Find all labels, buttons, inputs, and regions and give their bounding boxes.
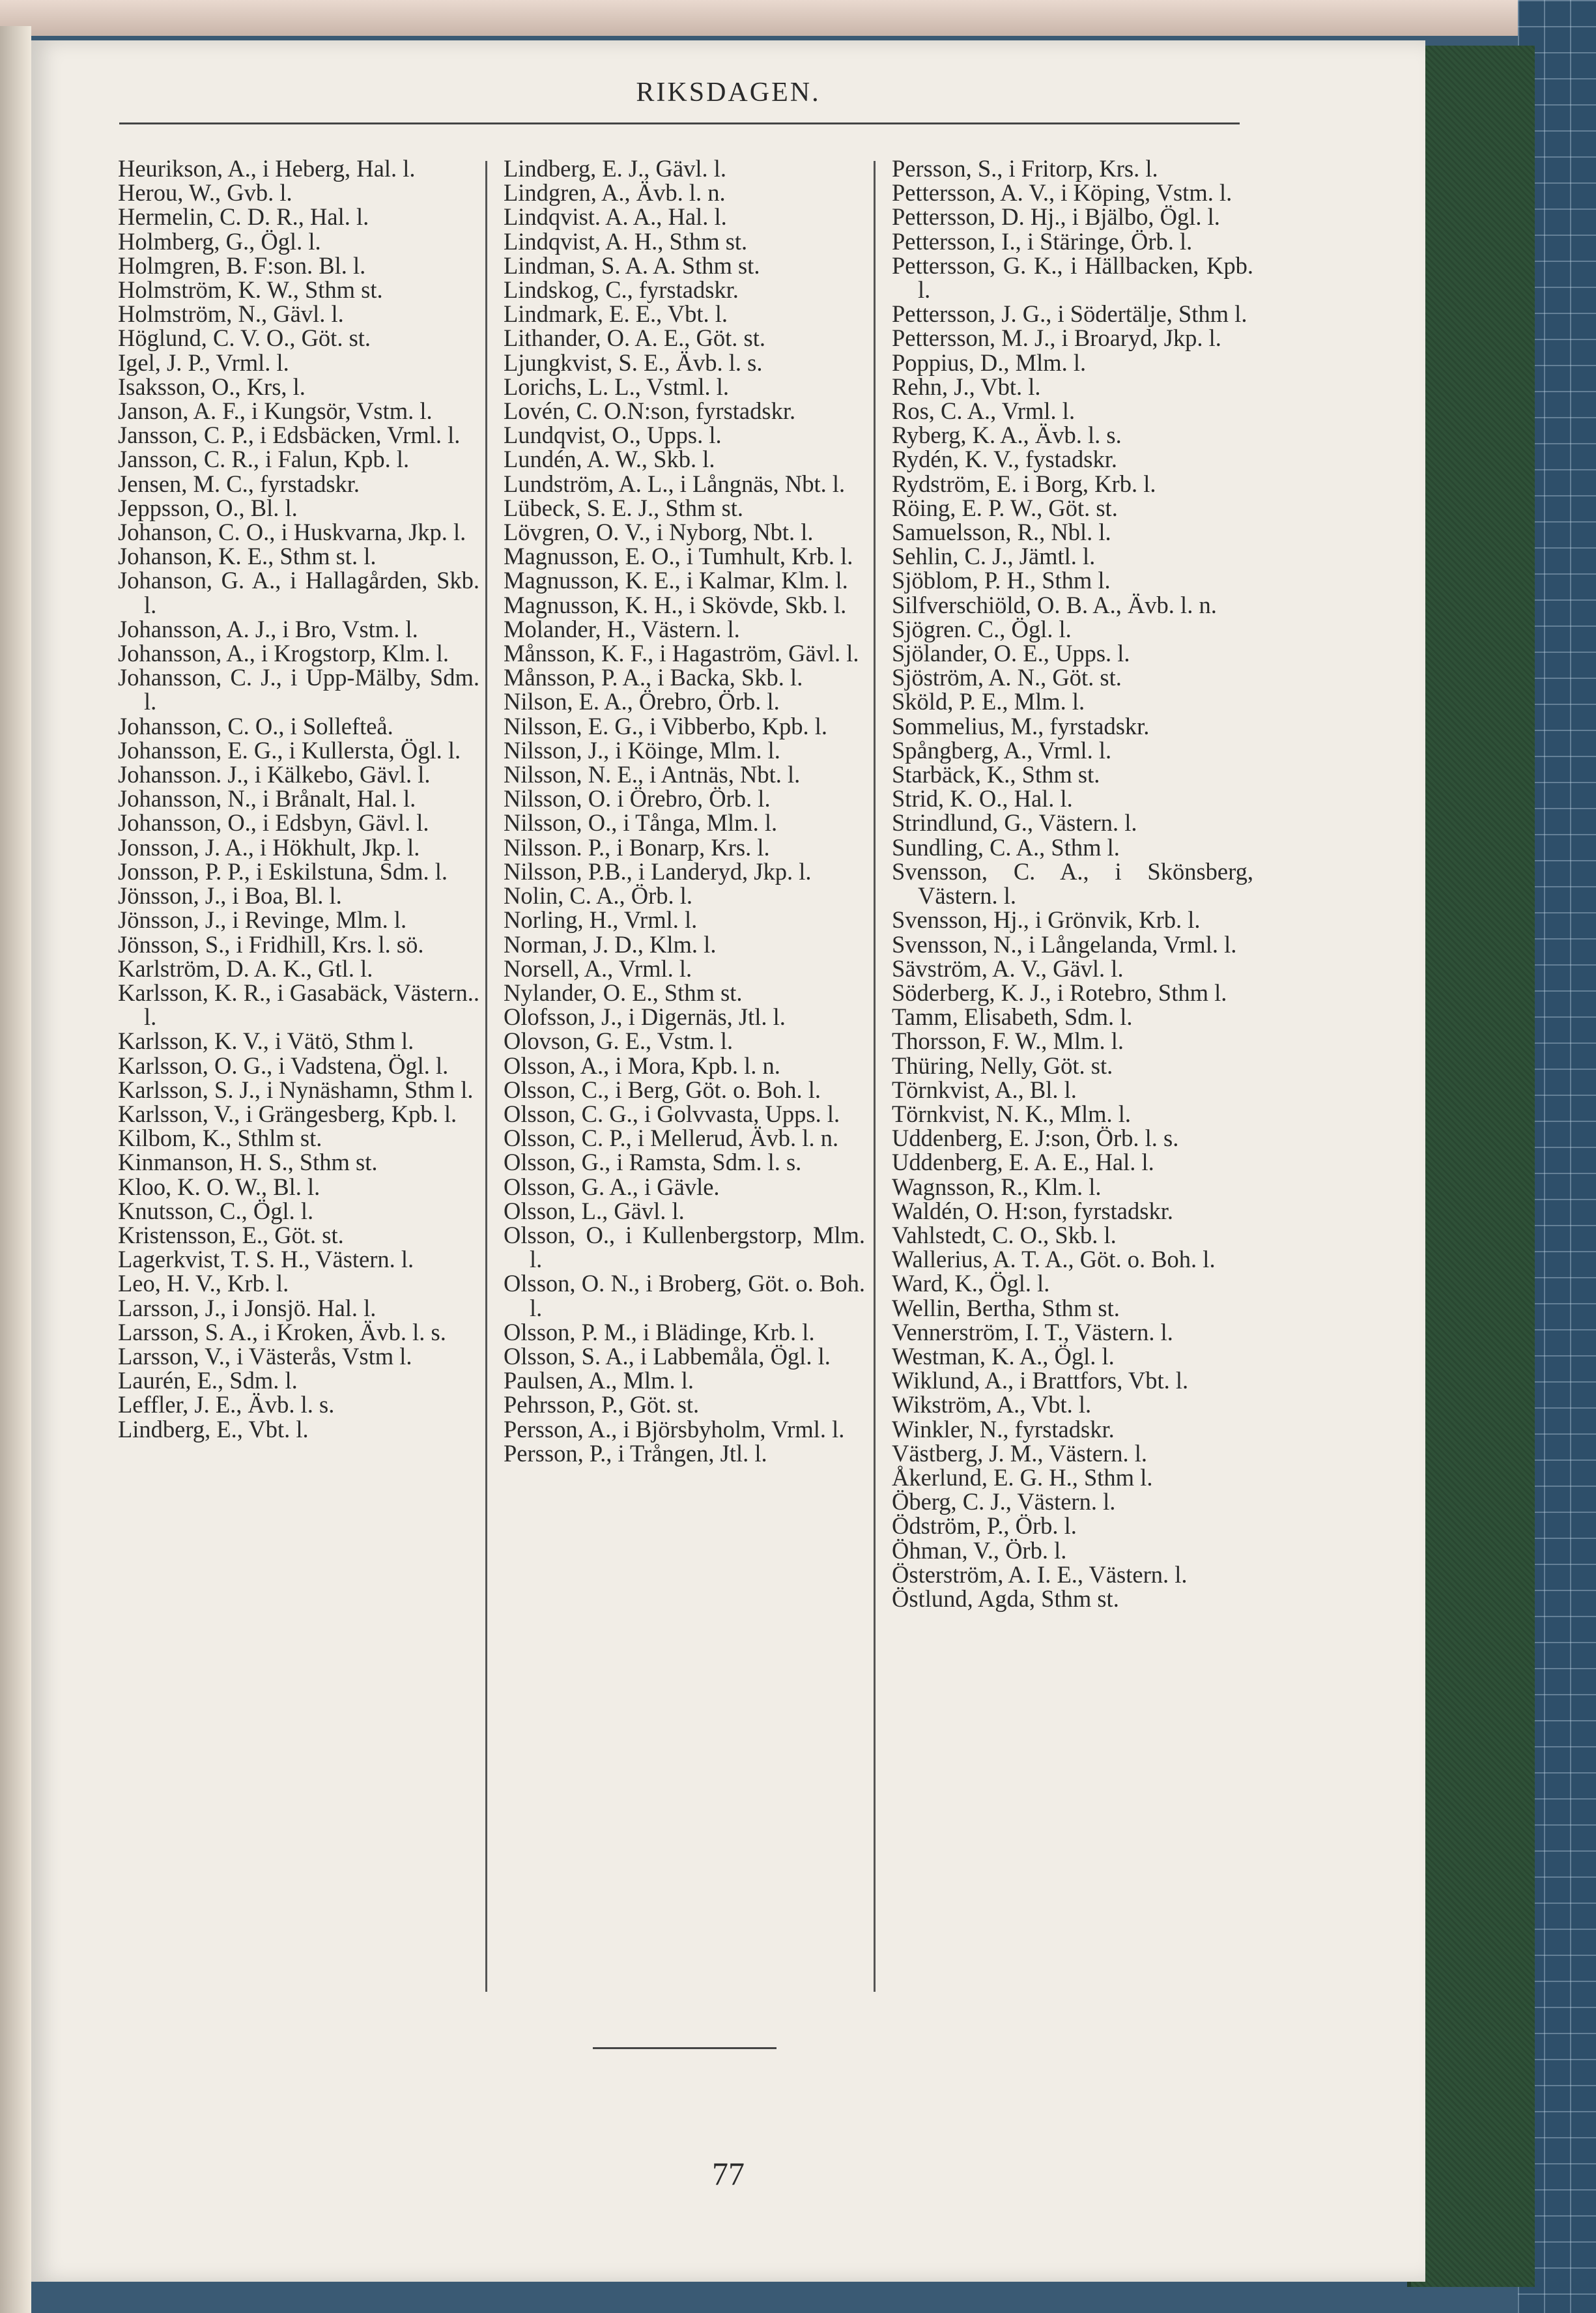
index-entry: Röing, E. P. W., Göt. st. (892, 494, 1118, 521)
index-entry: Olsson, A., i Mora, Kpb. l. n. (504, 1052, 780, 1079)
index-entry: Olsson, G. A., i Gävle. (504, 1173, 720, 1200)
index-entry: Norling, H., Vrml. l. (504, 906, 698, 934)
index-entry: Rehn, J., Vbt. l. (892, 373, 1041, 400)
index-entry: Lundén, A. W., Skb. l. (504, 446, 715, 473)
index-entry: Karlsson, S. J., i Nynäshamn, Sthm l. (118, 1076, 474, 1103)
index-entry: Jonsson, P. P., i Eskilstuna, Sdm. l. (118, 857, 448, 885)
index-entry: Pettersson, G. K., i Hällbacken, Kpb. l. (892, 251, 1253, 304)
index-entry: Lindskog, C., fyrstadskr. (504, 276, 739, 304)
index-entry: Johansson, C. O., i Sollefteå. (118, 712, 393, 740)
index-entry: Uddenberg, E. J:son, Örb. l. s. (892, 1125, 1179, 1152)
index-entry: Silfverschiöld, O. B. A., Ävb. l. n. (892, 591, 1217, 618)
index-entry: Pettersson, J. G., i Södertälje, Sthm l. (892, 300, 1247, 328)
index-entry: Sjöblom, P. H., Sthm l. (892, 567, 1111, 594)
index-entry: Lindgren, A., Ävb. l. n. (504, 179, 726, 207)
index-entry: Öhman, V., Örb. l. (892, 1536, 1067, 1564)
index-entry: Österström, A. I. E., Västern. l. (892, 1560, 1188, 1588)
index-entry: Ödström, P., Örb. l. (892, 1512, 1077, 1540)
index-entry: Holmgren, B. F:son. Bl. l. (118, 251, 366, 279)
book-top-edge (0, 0, 1596, 36)
index-entry: Leo, H. V., Krb. l. (118, 1270, 289, 1297)
index-entry: Magnusson, E. O., i Tumhult, Krb. l. (504, 543, 853, 570)
index-entry: Sommelius, M., fyrstadskr. (892, 712, 1150, 740)
index-entry: Karlsson, O. G., i Vadstena, Ögl. l. (118, 1052, 449, 1079)
index-entry: Kristensson, E., Göt. st. (118, 1221, 344, 1248)
index-entry: Sköld, P. E., Mlm. l. (892, 688, 1085, 715)
index-entry: Strindlund, G., Västern. l. (892, 809, 1137, 837)
index-entry: Olsson, L., Gävl. l. (504, 1197, 685, 1224)
index-entry: Leffler, J. E., Ävb. l. s. (118, 1391, 335, 1418)
index-entry: Persson, P., i Trången, Jtl. l. (504, 1439, 767, 1467)
index-entry: Winkler, N., fyrstadskr. (892, 1415, 1115, 1443)
index-entry: Isaksson, O., Krs, l. (118, 373, 306, 400)
index-entry: Kinmanson, H. S., Sthm st. (118, 1149, 378, 1176)
index-entry: Östlund, Agda, Sthm st. (892, 1585, 1119, 1612)
index-entry: Sävström, A. V., Gävl. l. (892, 955, 1124, 982)
index-entry: Vennerström, I. T., Västern. l. (892, 1318, 1173, 1345)
index-entry: Olovson, G. E., Vstm. l. (504, 1027, 734, 1055)
header-rule (119, 122, 1240, 124)
index-entry: Ros, C. A., Vrml. l. (892, 397, 1076, 425)
index-entry: Olsson, O., i Kullenbergstorp, Mlm. l. (504, 1221, 865, 1273)
index-entry: Johansson, A., i Krogstorp, Klm. l. (118, 640, 449, 667)
index-entry: Persson, A., i Björsbyholm, Vrml. l. (504, 1415, 845, 1443)
index-entry: Olofsson, J., i Digernäs, Jtl. l. (504, 1003, 786, 1031)
index-entry: Tamm, Elisabeth, Sdm. l. (892, 1003, 1133, 1031)
index-entry: Månsson, P. A., i Backa, Skb. l. (504, 664, 803, 691)
index-entry: Svensson, C. A., i Skönsberg, Västern. l. (892, 857, 1253, 910)
index-entry: Johansson. J., i Kälkebo, Gävl. l. (118, 761, 431, 788)
index-entry: Wallerius, A. T. A., Göt. o. Boh. l. (892, 1246, 1216, 1273)
index-entry: Olsson, G., i Ramsta, Sdm. l. s. (504, 1149, 802, 1176)
index-entry: Jönsson, J., i Boa, Bl. l. (118, 882, 342, 910)
index-entry: Jansson, C. P., i Edsbäcken, Vrml. l. (118, 422, 461, 449)
index-entry: Wagnsson, R., Klm. l. (892, 1173, 1102, 1200)
index-entry: Johansson, C. J., i Upp-Mälby, Sdm. l. (118, 664, 479, 715)
index-entry: Herou, W., Gvb. l. (118, 179, 292, 207)
index-entry: Larsson, V., i Västerås, Vstm l. (118, 1342, 412, 1370)
index-entry: Larsson, S. A., i Kroken, Ävb. l. s. (118, 1318, 446, 1345)
index-entry: Jönsson, S., i Fridhill, Krs. l. sö. (118, 930, 424, 958)
index-entry: Västberg, J. M., Västern. l. (892, 1439, 1148, 1467)
index-entry: Heurikson, A., i Heberg, Hal. l. (118, 155, 416, 182)
index-entry: Strid, K. O., Hal. l. (892, 785, 1073, 812)
index-entry: Sehlin, C. J., Jämtl. l. (892, 543, 1096, 570)
index-entry: Nilson, E. A., Örebro, Örb. l. (504, 688, 780, 715)
index-entry: Öberg, C. J., Västern. l. (892, 1488, 1116, 1516)
index-entry: Nilsson, O. i Örebro, Örb. l. (504, 785, 771, 812)
index-entry: Olsson, P. M., i Blädinge, Krb. l. (504, 1318, 815, 1345)
index-entry: Höglund, C. V. O., Göt. st. (118, 324, 371, 352)
index-entry: Sundling, C. A., Sthm l. (892, 833, 1120, 861)
index-entry: Svensson, Hj., i Grönvik, Krb. l. (892, 906, 1201, 934)
index-entry: Nilsson, J., i Köinge, Mlm. l. (504, 736, 780, 764)
index-entry: Pettersson, A. V., i Köping, Vstm. l. (892, 179, 1233, 207)
index-entry: Uddenberg, E. A. E., Hal. l. (892, 1149, 1154, 1176)
index-entry: Åkerlund, E. G. H., Sthm l. (892, 1463, 1153, 1491)
index-entry: Nilsson. P., i Bonarp, Krs. l. (504, 833, 770, 861)
index-entry: Pettersson, D. Hj., i Bjälbo, Ögl. l. (892, 203, 1220, 231)
index-entry: Magnusson, K. E., i Kalmar, Klm. l. (504, 567, 848, 594)
index-entry: Pehrsson, P., Göt. st. (504, 1391, 700, 1418)
index-entry: Kloo, K. O. W., Bl. l. (118, 1173, 321, 1200)
index-entry: Starbäck, K., Sthm st. (892, 761, 1100, 788)
index-entry: Wiklund, A., i Brattfors, Vbt. l. (892, 1367, 1189, 1394)
index-entry: Karlström, D. A. K., Gtl. l. (118, 955, 373, 982)
index-entry: Lövgren, O. V., i Nyborg, Nbt. l. (504, 519, 814, 546)
index-entry: Lindman, S. A. A. Sthm st. (504, 251, 760, 279)
index-entry: Larsson, J., i Jonsjö. Hal. l. (118, 1294, 377, 1321)
index-entry: Svensson, N., i Långelanda, Vrml. l. (892, 930, 1237, 958)
index-entry: Karlsson, K. V., i Vätö, Sthm l. (118, 1027, 414, 1055)
index-entry: Jansson, C. R., i Falun, Kpb. l. (118, 446, 410, 473)
index-entry: Lindqvist, A. H., Sthm st. (504, 227, 748, 255)
index-entry: Nolin, C. A., Örb. l. (504, 882, 692, 910)
index-entry: Johansson, E. G., i Kullersta, Ögl. l. (118, 736, 461, 764)
index-entry: Samuelsson, R., Nbl. l. (892, 519, 1111, 546)
index-entry: Lindqvist. A. A., Hal. l. (504, 203, 727, 231)
page-header: RIKSDAGEN. (636, 78, 821, 108)
index-entry: Nilsson, O., i Tånga, Mlm. l. (504, 809, 778, 837)
index-entry: Jonsson, J. A., i Hökhult, Jkp. l. (118, 833, 420, 861)
index-entry: Ryberg, K. A., Ävb. l. s. (892, 422, 1122, 449)
index-entry: Johansson, O., i Edsbyn, Gävl. l. (118, 809, 429, 837)
index-entry: Johanson, C. O., i Huskvarna, Jkp. l. (118, 519, 466, 546)
index-entry: Spångberg, A., Vrml. l. (892, 736, 1112, 764)
index-entry: Waldén, O. H:son, fyrstadskr. (892, 1197, 1173, 1224)
index-entry: Söderberg, K. J., i Rotebro, Sthm l. (892, 979, 1227, 1006)
index-entry: Pettersson, I., i Stäringe, Örb. l. (892, 227, 1193, 255)
index-entry: Olsson, S. A., i Labbemåla, Ögl. l. (504, 1342, 831, 1370)
index-entry: Norman, J. D., Klm. l. (504, 930, 717, 958)
index-entry: Rydström, E. i Borg, Krb. l. (892, 470, 1156, 497)
index-entry: Lovén, C. O.N:son, fyrstadskr. (504, 397, 796, 425)
index-entry: Wikström, A., Vbt. l. (892, 1391, 1092, 1418)
index-entry: Holmström, N., Gävl. l. (118, 300, 344, 328)
index-entry: Holmström, K. W., Sthm st. (118, 276, 383, 304)
column-divider-2 (874, 161, 876, 1992)
index-entry: Karlsson, V., i Grängesberg, Kpb. l. (118, 1100, 457, 1127)
index-entry: Lindmark, E. E., Vbt. l. (504, 300, 728, 328)
index-entry: Törnkvist, A., Bl. l. (892, 1076, 1077, 1103)
index-entry: Johansson, A. J., i Bro, Vstm. l. (118, 615, 418, 642)
index-entry: Ljungkvist, S. E., Ävb. l. s. (504, 349, 763, 376)
index-entry: Laurén, E., Sdm. l. (118, 1367, 298, 1394)
index-entry: Jensen, M. C., fyrstadskr. (118, 470, 360, 497)
index-entry: Pettersson, M. J., i Broaryd, Jkp. l. (892, 324, 1221, 352)
index-entry: Sjölander, O. E., Upps. l. (892, 640, 1130, 667)
index-entry: Sjögren. C., Ögl. l. (892, 615, 1072, 642)
index-entry: Magnusson, K. H., i Skövde, Skb. l. (504, 591, 847, 618)
index-entry: Olsson, C. P., i Mellerud, Ävb. l. n. (504, 1125, 839, 1152)
index-entry: Vahlstedt, C. O., Skb. l. (892, 1221, 1117, 1248)
index-entry: Lübeck, S. E. J., Sthm st. (504, 494, 744, 521)
page-number: 77 (712, 2155, 745, 2192)
index-entry: Poppius, D., Mlm. l. (892, 349, 1087, 376)
index-entry: Lithander, O. A. E., Göt. st. (504, 324, 766, 352)
index-entry: Nilsson, P.B., i Landeryd, Jkp. l. (504, 857, 812, 885)
index-entry: Janson, A. F., i Kungsör, Vstm. l. (118, 397, 433, 425)
index-entry: Jönsson, J., i Revinge, Mlm. l. (118, 906, 407, 934)
index-entry: Kilbom, K., Sthlm st. (118, 1125, 322, 1152)
index-entry: Holmberg, G., Ögl. l. (118, 227, 321, 255)
index-entry: Sjöström, A. N., Göt. st. (892, 664, 1122, 691)
index-entry: Westman, K. A., Ögl. l. (892, 1342, 1115, 1370)
index-entry: Lorichs, L. L., Vstml. l. (504, 373, 730, 400)
index-entry: Olsson, O. N., i Broberg, Göt. o. Boh. l. (504, 1270, 865, 1321)
index-entry: Norsell, A., Vrml. l. (504, 955, 692, 982)
index-entry: Thüring, Nelly, Göt. st. (892, 1052, 1113, 1079)
index-entry: Molander, H., Västern. l. (504, 615, 740, 642)
column-3 (892, 156, 1253, 1611)
book-cover-edge (1407, 46, 1535, 2287)
index-entry: Karlsson, K. R., i Gasabäck, Västern.. l. (118, 979, 479, 1031)
index-entry: Jeppsson, O., Bl. l. (118, 494, 298, 521)
index-entry: Olsson, C. G., i Golvvasta, Upps. l. (504, 1100, 840, 1127)
index-entry: Nilsson, N. E., i Antnäs, Nbt. l. (504, 761, 801, 788)
index-entry: Lagerkvist, T. S. H., Västern. l. (118, 1246, 414, 1273)
index-entry: Rydén, K. V., fystadskr. (892, 446, 1117, 473)
index-entry: Thorsson, F. W., Mlm. l. (892, 1027, 1124, 1055)
index-entry: Knutsson, C., Ögl. l. (118, 1197, 314, 1224)
index-entry: Paulsen, A., Mlm. l. (504, 1367, 694, 1394)
index-entry: Johanson, G. A., i Hallagården, Skb. l. (118, 567, 479, 618)
index-entry: Törnkvist, N. K., Mlm. l. (892, 1100, 1132, 1127)
column-divider-1 (485, 161, 487, 1992)
index-entry: Olsson, C., i Berg, Göt. o. Boh. l. (504, 1076, 821, 1103)
column-1 (118, 156, 479, 1441)
index-entry: Lindberg, E., Vbt. l. (118, 1415, 309, 1443)
index-entry: Johanson, K. E., Sthm st. l. (118, 543, 377, 570)
index-entry: Månsson, K. F., i Hagaström, Gävl. l. (504, 640, 859, 667)
column-2 (504, 156, 865, 1465)
index-entry: Nylander, O. E., Sthm st. (504, 979, 743, 1006)
index-entry: Wellin, Bertha, Sthm st. (892, 1294, 1120, 1321)
index-entry: Lundström, A. L., i Långnäs, Nbt. l. (504, 470, 846, 497)
book-spine-edge (0, 26, 31, 2313)
index-entry: Lindberg, E. J., Gävl. l. (504, 155, 726, 182)
index-entry: Ward, K., Ögl. l. (892, 1270, 1050, 1297)
index-entry: Persson, S., i Fritorp, Krs. l. (892, 155, 1158, 182)
index-entry: Lundqvist, O., Upps. l. (504, 422, 722, 449)
book-page (31, 40, 1425, 2282)
index-entry: Igel, J. P., Vrml. l. (118, 349, 289, 376)
footer-rule (593, 2047, 777, 2049)
index-entry: Hermelin, C. D. R., Hal. l. (118, 203, 369, 231)
index-entry: Nilsson, E. G., i Vibberbo, Kpb. l. (504, 712, 827, 740)
index-entry: Johansson, N., i Brånalt, Hal. l. (118, 785, 416, 812)
